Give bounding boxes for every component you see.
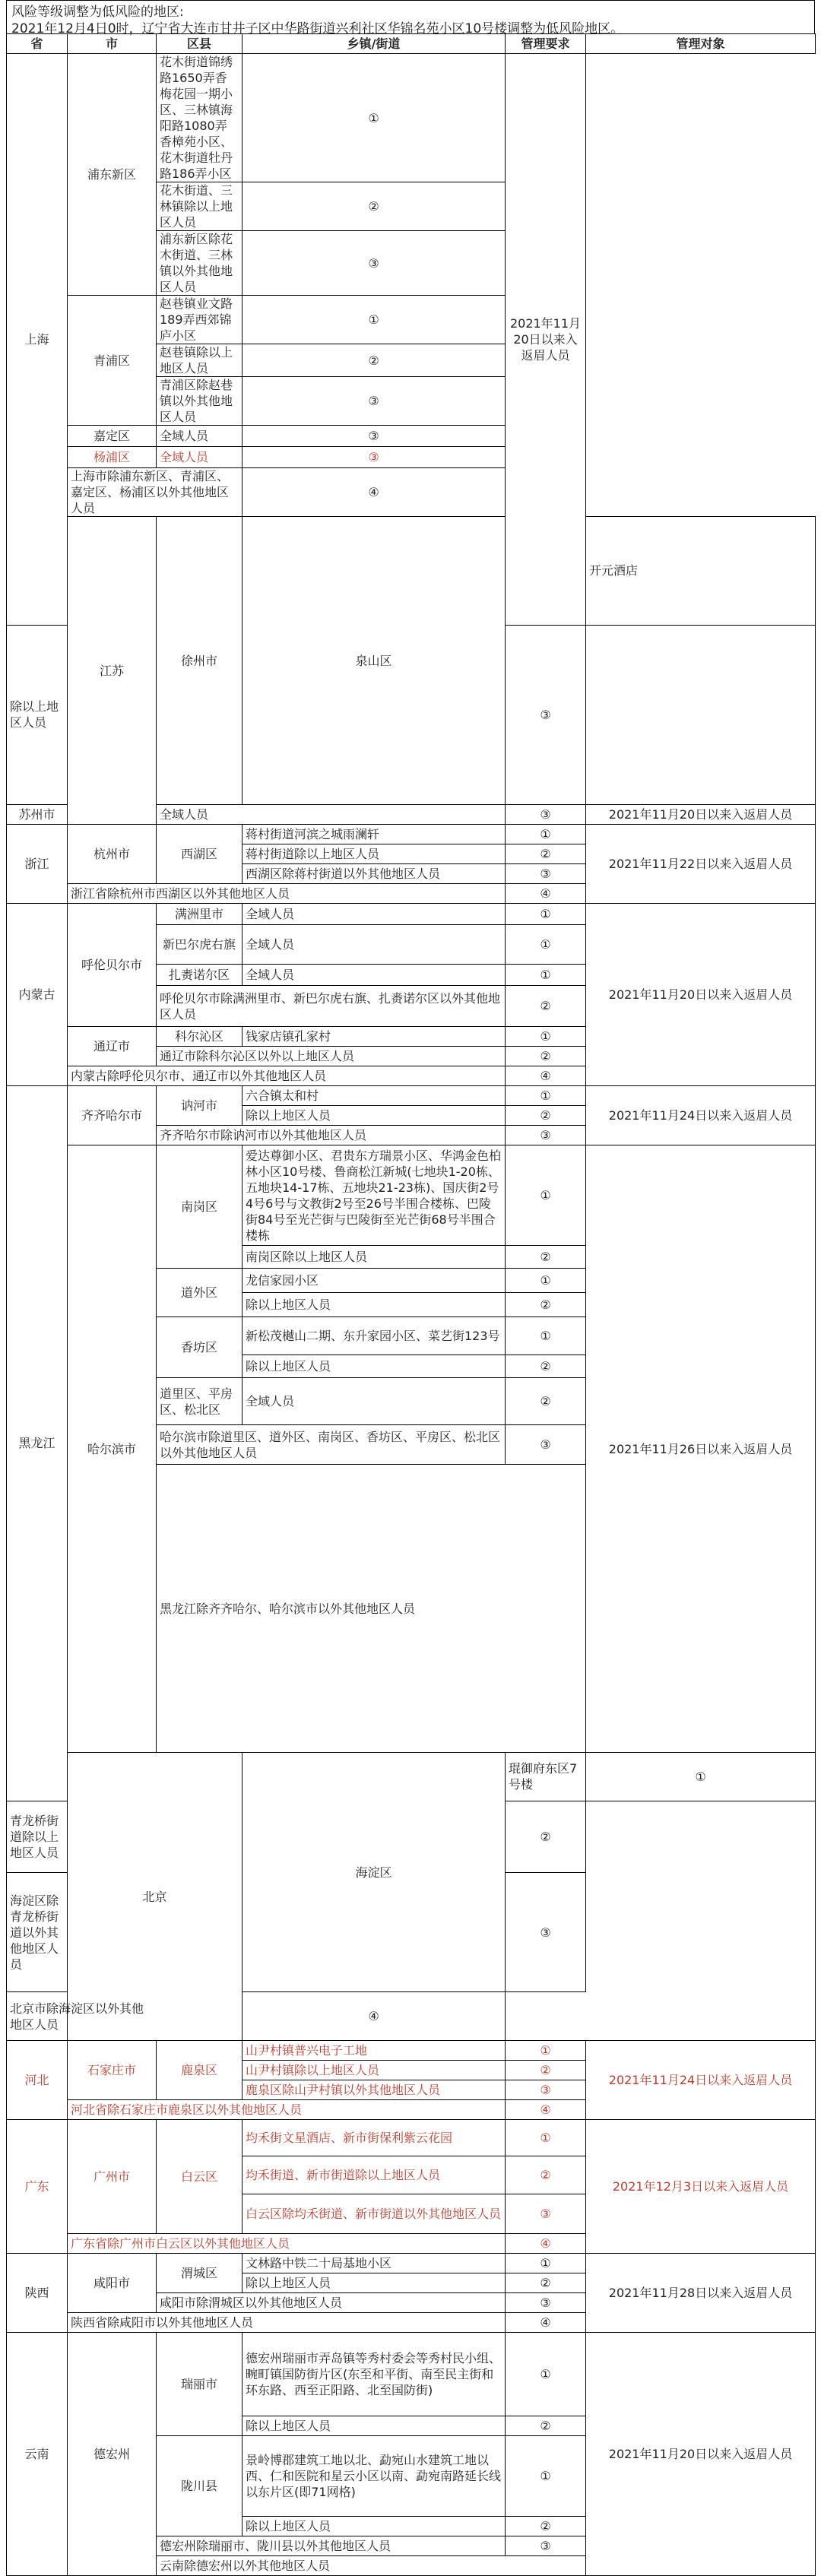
table-cell: 2021年11月28日以来入返眉人员 — [586, 2254, 816, 2333]
table-cell: ① — [242, 54, 506, 182]
table-cell: 2021年11月20日以来入返眉人员 — [586, 904, 816, 1086]
table-cell: 泉山区 — [242, 517, 506, 805]
table-cell: 2021年11月20日以来入返眉人员 — [586, 2333, 816, 2576]
table-cell: 讷河市 — [157, 1086, 242, 1126]
table-cell: 西湖区除蒋村街道以外其他地区人员 — [242, 864, 506, 884]
table-cell: 除以上地区人员 — [242, 1293, 506, 1317]
table-cell: ④ — [242, 1992, 506, 2041]
table-cell: ② — [506, 1355, 586, 1378]
table-cell: 河北省除石家庄市鹿泉区以外其他地区人员 — [68, 2100, 506, 2120]
table-cell: 全域人员 — [242, 925, 506, 965]
table-cell: ④ — [506, 2313, 586, 2333]
table-cell: 爱达尊御小区、君贵东方瑞景小区、华鸿金色柏林小区10号楼、鲁商松江新城(七地块1-20栋、五地块14-17栋、五地块21-23栋)、国庆街2号4号6号与文教街2号至26号半围合楼栋、巴陵街84号至光芒街与巴陵街至光芒街68号半围合楼栋 — [242, 1145, 506, 1246]
table-cell: ③ — [506, 1873, 586, 1992]
table-cell: ② — [506, 1801, 586, 1873]
table-cell: 琨御府东区7号楼 — [506, 1753, 586, 1801]
table-cell: 全域人员 — [242, 965, 506, 986]
table-row — [7, 1145, 816, 1246]
table-body — [7, 54, 816, 2576]
table-cell: 苏州市 — [7, 805, 68, 825]
table-cell: ① — [506, 965, 586, 986]
header-city: 市 — [68, 34, 157, 54]
table-cell: 全域人员 — [242, 1378, 506, 1425]
table-cell: 文林路中铁二十局基地小区 — [242, 2254, 506, 2273]
table-cell: 北京 — [68, 1753, 242, 2041]
table-cell: ① — [506, 825, 586, 844]
table-cell: ③ — [242, 231, 506, 296]
table-cell: 哈尔滨市除道里区、道外区、南岗区、香坊区、平房区、松北区以外其他地区人员 — [157, 1425, 506, 1465]
table-cell: 新松茂樾山二期、东升家园小区、菜艺街123号 — [242, 1317, 506, 1355]
table-cell: ① — [242, 296, 506, 344]
table-cell: 青浦区 — [68, 296, 157, 426]
table-cell: 广东省除广州市白云区以外其他地区人员 — [68, 2234, 506, 2254]
table-cell: 呼伦贝尔市除满洲里市、新巴尔虎右旗、扎赉诺尔区以外其他地区人员 — [157, 986, 506, 1027]
table-cell: 全域人员 — [157, 426, 242, 447]
table-cell: 全域人员 — [157, 447, 242, 468]
table-cell: 除以上地区人员 — [242, 2416, 506, 2436]
table-cell: 除以上地区人员 — [242, 1355, 506, 1378]
table-row — [7, 825, 816, 844]
table-cell: ② — [242, 344, 506, 377]
table-cell: 陕西省除咸阳市以外其他地区人员 — [68, 2313, 506, 2333]
table-cell: 青龙桥街道除以上地区人员 — [7, 1801, 68, 1873]
table-cell: 2021年11月20日以来入返眉人员 — [506, 54, 586, 626]
table-cell: ② — [506, 2517, 586, 2536]
table-cell: ③ — [506, 805, 586, 825]
table-cell: 全域人员 — [157, 805, 506, 825]
table-cell: ② — [506, 986, 586, 1027]
table-cell: 2021年11月22日以来入返眉人员 — [586, 825, 816, 904]
notice-title: 风险等级调整为低风险的地区: — [11, 5, 184, 20]
table-cell: 齐齐哈尔市除讷河市以外其他地区人员 — [157, 1126, 506, 1145]
table-cell: ① — [506, 1145, 586, 1246]
table-cell: 鹿泉区除山尹村镇以外其他地区人员 — [242, 2080, 506, 2100]
table-cell: ② — [506, 2061, 586, 2080]
table-cell: 2021年12月3日以来入返眉人员 — [586, 2120, 816, 2254]
header-target: 管理对象 — [586, 34, 816, 54]
table-row — [7, 54, 816, 182]
table-cell: ② — [506, 2416, 586, 2436]
table-row — [7, 517, 816, 626]
table-cell: ① — [506, 2333, 586, 2416]
table-cell: 2021年11月20日以来入返眉人员 — [586, 805, 816, 825]
table-cell: 除以上地区人员 — [7, 625, 68, 804]
table-cell: 科尔沁区 — [157, 1027, 242, 1047]
table-cell: ③ — [242, 377, 506, 426]
table-cell: ② — [506, 844, 586, 864]
table-cell: ① — [506, 1269, 586, 1293]
table-cell: ① — [586, 1753, 816, 1801]
table-cell: 白云区 — [157, 2120, 242, 2234]
table-cell: 除以上地区人员 — [242, 2273, 506, 2293]
table-cell: 黑龙江 — [7, 1086, 68, 1801]
table-cell: 蒋村街道河滨之城雨澜轩 — [242, 825, 506, 844]
table-cell: ② — [506, 1378, 586, 1425]
table-cell: 青浦区除赵巷镇以外其他地区人员 — [157, 377, 242, 426]
table-cell: ① — [506, 2120, 586, 2156]
table-cell: 海淀区 — [242, 1753, 506, 1992]
table-cell: 花木街道、三林镇除以上地区人员 — [157, 182, 242, 231]
table-cell: 陕西 — [7, 2254, 68, 2333]
notice-line: 2021年12月4日0时，辽宁省大连市甘井子区中华路街道兴利社区华锦名苑小区10号楼调整为低风险地区。 — [11, 21, 624, 36]
table-row — [7, 2041, 816, 2061]
table-cell: 除以上地区人员 — [242, 1106, 506, 1126]
table-cell: ③ — [506, 2080, 586, 2100]
table-row — [7, 1992, 816, 2041]
table-cell: 齐齐哈尔市 — [68, 1086, 157, 1145]
table-cell: 通辽市除科尔沁区以外以上地区人员 — [157, 1047, 506, 1066]
table-cell: ③ — [506, 2194, 586, 2234]
table-cell: 全域人员 — [242, 904, 506, 925]
header-district: 区县 — [157, 34, 242, 54]
table-row — [7, 426, 816, 447]
table-cell: ③ — [506, 864, 586, 884]
table-cell: 江苏 — [68, 517, 157, 825]
table-cell: 北京市除海淀区以外其他地区人员 — [7, 1992, 157, 2041]
table-row — [7, 296, 816, 344]
table-cell: 浙江省除杭州市西湖区以外其他地区人员 — [68, 884, 506, 904]
table-cell: 海淀区除青龙桥街道以外其他地区人员 — [7, 1873, 68, 1992]
table-row — [7, 468, 816, 517]
table-cell: 杨浦区 — [68, 447, 157, 468]
table-cell: ② — [506, 2273, 586, 2293]
table-cell: 通辽市 — [68, 1027, 157, 1066]
table-cell: 龙信家园小区 — [242, 1269, 506, 1293]
table-cell: 山尹村镇普兴电子工地 — [242, 2041, 506, 2061]
table-cell: 上海市除浦东新区、青浦区、嘉定区、杨浦区以外其他地区人员 — [68, 468, 242, 517]
table-cell: ② — [506, 1106, 586, 1126]
table-cell: 赵巷镇除以上地区人员 — [157, 344, 242, 377]
table-cell: 均禾街道、新市街道除以上地区人员 — [242, 2156, 506, 2194]
table-cell: 南岗区 — [157, 1145, 242, 1269]
table-cell: 徐州市 — [157, 517, 242, 805]
table-cell: 2021年11月26日以来入返眉人员 — [586, 1145, 816, 1753]
table-row — [7, 1086, 816, 1106]
table-cell: ② — [506, 1246, 586, 1269]
table-cell: 均禾街文星酒店、新市街保利紫云花园 — [242, 2120, 506, 2156]
table-cell: 赵巷镇业文路189弄西郊锦庐小区 — [157, 296, 242, 344]
table-cell: ① — [506, 1027, 586, 1047]
risk-area-table — [6, 33, 816, 2576]
table-cell: 呼伦贝尔市 — [68, 904, 157, 1027]
table-cell: 南岗区除以上地区人员 — [242, 1246, 506, 1269]
table-row — [7, 2120, 816, 2156]
table-cell: 香坊区 — [157, 1317, 242, 1378]
header-province: 省 — [7, 34, 68, 54]
table-cell: 满洲里市 — [157, 904, 242, 925]
table-row — [7, 2254, 816, 2273]
table-cell: 杭州市 — [68, 825, 157, 884]
table-cell: ④ — [242, 468, 506, 517]
table-cell: ① — [506, 2436, 586, 2517]
table-cell: ① — [506, 2041, 586, 2061]
notice-block — [6, 0, 815, 36]
table-cell: 德宏州瑞丽市弄岛镇等秀村委会等秀村民小组、畹町镇国防街片区(东至和平街、南至民主街和环东路、西至正阳路、北至国防街) — [242, 2333, 506, 2416]
table-cell: 道外区 — [157, 1269, 242, 1317]
table-cell: ④ — [506, 884, 586, 904]
table-cell: ② — [242, 182, 506, 231]
table-cell: 嘉定区 — [68, 426, 157, 447]
table-cell: ② — [506, 1047, 586, 1066]
table-cell: 哈尔滨市 — [68, 1145, 157, 1753]
table-cell: ③ — [506, 1425, 586, 1465]
table-cell: 德宏州 — [68, 2333, 157, 2576]
table-cell: 新巴尔虎右旗 — [157, 925, 242, 965]
table-row — [7, 447, 816, 468]
table-cell: 黑龙江除齐齐哈尔、哈尔滨市以外其他地区人员 — [157, 1465, 586, 1753]
table-cell: 蒋村街道除以上地区人员 — [242, 844, 506, 864]
table-cell: 浦东新区除花木街道、三林镇以外其他地区人员 — [157, 231, 242, 296]
table-cell: 广东 — [7, 2120, 68, 2254]
table-cell: ③ — [506, 2536, 586, 2556]
table-cell: ④ — [506, 2234, 586, 2254]
table-cell: 咸阳市 — [68, 2254, 157, 2313]
table-cell: 景岭博郡建筑工地以北、勐宛山水建筑工地以西、仁和医院和星云小区以南、勐宛南路延长线以东片区(即71网格) — [242, 2436, 506, 2517]
table-cell: 2021年11月24日以来入返眉人员 — [586, 1086, 816, 1145]
table-cell: ④ — [506, 2100, 586, 2120]
table-cell: 白云区除均禾街道、新市街道以外其他地区人员 — [242, 2194, 506, 2234]
table-cell: 德宏州除瑞丽市、陇川县以外其他地区人员 — [157, 2536, 506, 2556]
table-cell: 鹿泉区 — [157, 2041, 242, 2100]
table-cell: 广州市 — [68, 2120, 157, 2234]
table-cell: 2021年11月24日以来入返眉人员 — [586, 2041, 816, 2120]
table-cell: 钱家店镇孔家村 — [242, 1027, 506, 1047]
table-row — [7, 1753, 816, 1801]
table-cell: 浙江 — [7, 825, 68, 904]
table-cell: ③ — [506, 1126, 586, 1145]
table-cell: ① — [506, 1086, 586, 1106]
table-cell: ③ — [242, 426, 506, 447]
table-cell: 浦东新区 — [68, 54, 157, 296]
table-cell: 开元酒店 — [586, 517, 816, 626]
table-cell: ④ — [506, 1066, 586, 1086]
table-cell: ② — [506, 2156, 586, 2194]
table-cell: 河北 — [7, 2041, 68, 2120]
table-cell: 陇川县 — [157, 2436, 242, 2536]
table-cell: ③ — [506, 2293, 586, 2313]
table-cell: ① — [506, 2254, 586, 2273]
table-cell: ① — [506, 904, 586, 925]
table-cell: 六合镇太和村 — [242, 1086, 506, 1106]
table-cell: 咸阳市除渭城区以外其他地区人员 — [157, 2293, 506, 2313]
table-cell: 内蒙古除呼伦贝尔市、通辽市以外其他地区人员 — [68, 1066, 506, 1086]
table-cell: ① — [506, 1317, 586, 1355]
table-cell: 渭城区 — [157, 2254, 242, 2293]
table-cell: ③ — [506, 625, 586, 804]
table-cell: 扎赉诺尔区 — [157, 965, 242, 986]
table-cell: 道里区、平房区、松北区 — [157, 1378, 242, 1425]
table-cell: ② — [506, 1293, 586, 1317]
risk-area-document — [6, 0, 815, 2576]
table-cell: 山尹村镇除以上地区人员 — [242, 2061, 506, 2080]
table-cell: 除以上地区人员 — [242, 2517, 506, 2536]
table-cell: 云南除德宏州以外其他地区人员 — [157, 2556, 586, 2576]
table-row — [7, 904, 816, 925]
table-cell: 花木街道锦绣路1650弄香梅花园一期小区、三林镇海阳路1080弄香樟苑小区、花木街道牡丹路186弄小区 — [157, 54, 242, 182]
table-cell: 上海 — [7, 54, 68, 626]
table-cell: 石家庄市 — [68, 2041, 157, 2100]
table-cell: 西湖区 — [157, 825, 242, 884]
header-requirement: 管理要求 — [506, 34, 586, 54]
table-cell: 内蒙古 — [7, 904, 68, 1086]
table-cell: 云南 — [7, 2333, 68, 2576]
table-cell: ① — [506, 925, 586, 965]
header-street: 乡镇/街道 — [242, 34, 506, 54]
table-cell: 瑞丽市 — [157, 2333, 242, 2436]
table-row — [7, 2333, 816, 2416]
table-cell: ③ — [242, 447, 506, 468]
